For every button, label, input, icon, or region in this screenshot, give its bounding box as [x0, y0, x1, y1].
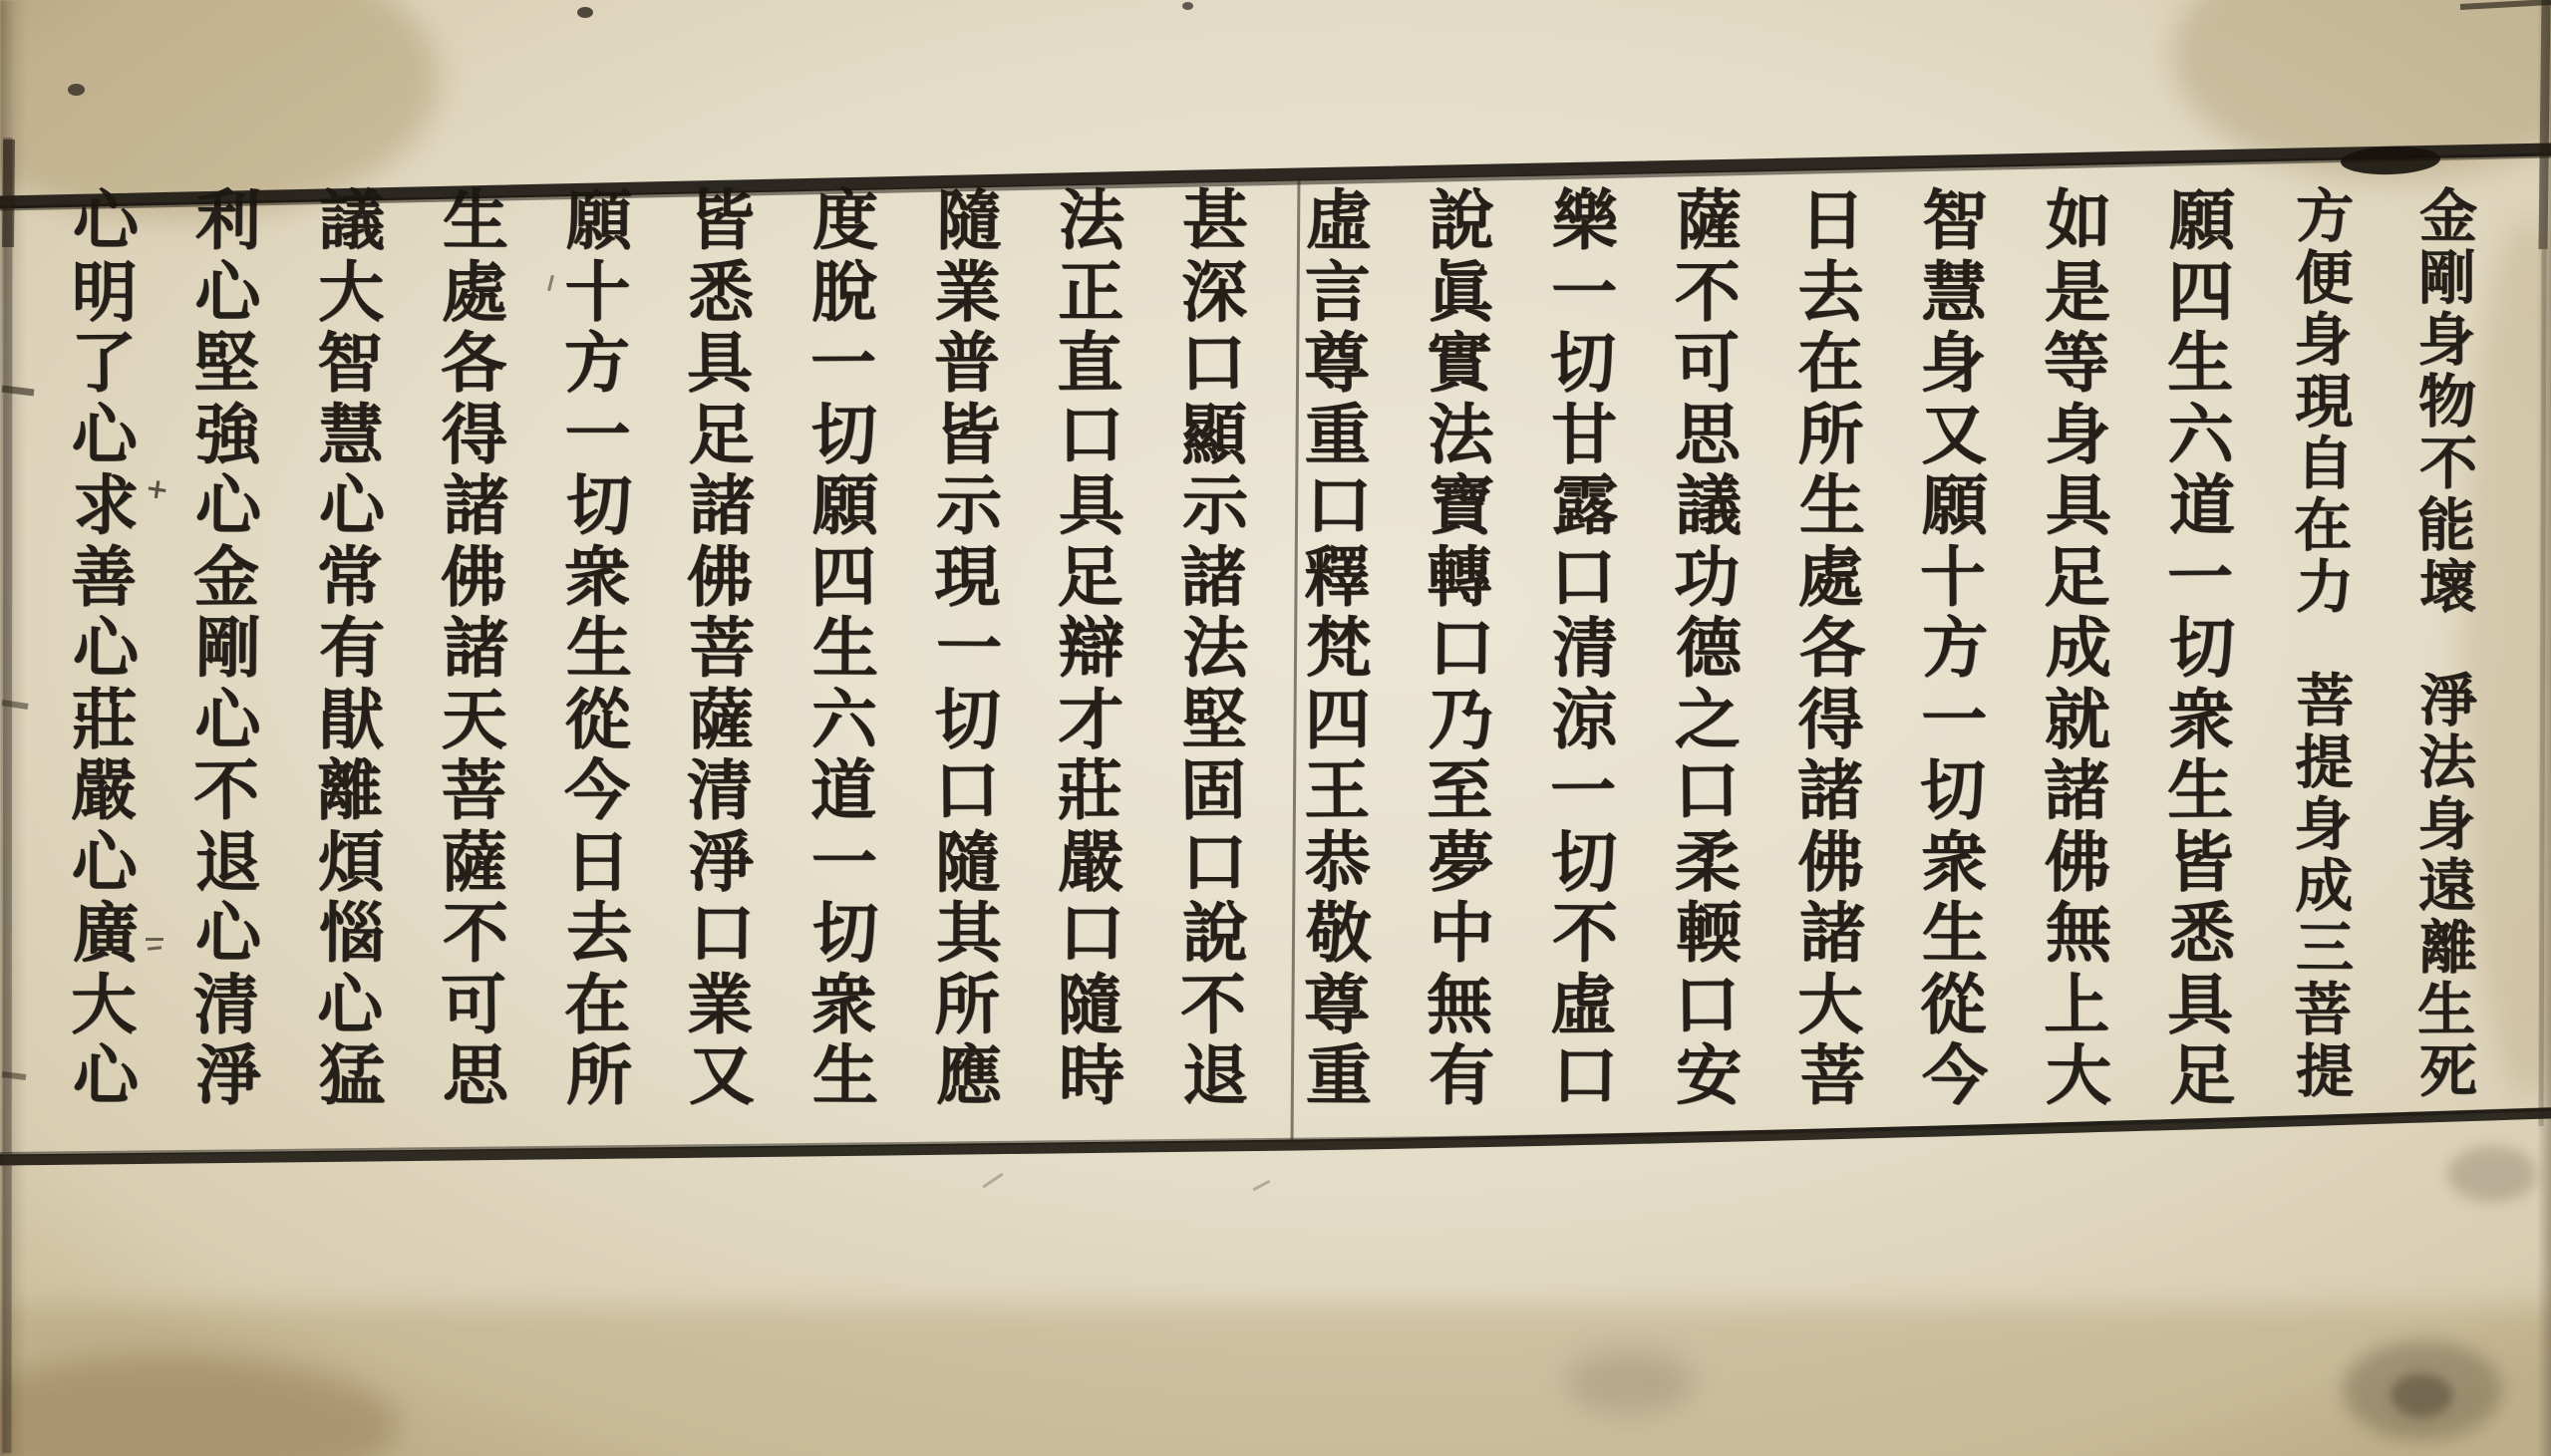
glyph: 莊 [71, 680, 138, 758]
glyph: 切 [2168, 608, 2235, 688]
glyph: 一 [935, 608, 1002, 688]
glyph: 具 [2045, 465, 2112, 545]
glyph: 口 [1551, 1035, 1619, 1115]
glyph: 不 [442, 893, 509, 973]
glyph: 說 [1429, 180, 1495, 260]
glyph: 方 [1921, 608, 1989, 688]
glyph: 十 [564, 252, 631, 331]
glyph: 嚴 [70, 750, 138, 830]
glyph: 具 [1059, 465, 1125, 545]
glyph: 天 [441, 680, 507, 758]
glyph: 在 [1796, 323, 1863, 403]
glyph: 恭 [1304, 822, 1371, 901]
glyph: 甚 [1181, 180, 1249, 260]
glyph: 諸 [1798, 893, 1865, 973]
glyph: 從 [1919, 965, 1987, 1043]
glyph: 一 [2166, 537, 2233, 616]
glyph: 足 [2168, 1035, 2235, 1115]
glyph: 口 [1429, 608, 1495, 688]
glyph: 口 [1181, 822, 1247, 901]
left-edge-dark-segment [8, 140, 9, 247]
glyph: 口 [1673, 965, 1741, 1043]
glyph: 諸 [442, 608, 509, 688]
glyph: 之 [1674, 680, 1741, 758]
glyph: 議 [318, 180, 386, 260]
glyph: 隨 [935, 180, 1002, 260]
glyph: 退 [1181, 1035, 1249, 1115]
glyph: 無 [2045, 893, 2112, 973]
glyph: 一 [1549, 750, 1617, 830]
glyph: 離 [316, 750, 384, 830]
glyph: 六 [810, 680, 877, 758]
glyph: 業 [686, 965, 754, 1043]
glyph: 釋 [1303, 537, 1371, 616]
glyph: 梵 [1305, 608, 1372, 688]
glyph: 切 [1549, 323, 1617, 403]
glyph: 露 [1551, 465, 1619, 545]
glyph: 清 [1551, 608, 1619, 688]
glyph: 涼 [1551, 680, 1618, 758]
glyph: 四 [1304, 680, 1371, 758]
glyph: 一 [1551, 252, 1618, 331]
glyph: 願 [565, 180, 632, 260]
left-margin-tick-3 [2, 1074, 26, 1077]
glyph: 口 [1673, 750, 1741, 830]
glyph: 重 [1305, 1035, 1372, 1115]
glyph: 心 [318, 465, 386, 545]
glyph: 金 [2418, 181, 2478, 251]
glyph: 是 [2044, 252, 2110, 331]
glyph: 衆 [809, 965, 877, 1043]
glyph: 力 [2296, 552, 2355, 622]
glyph: 就 [2044, 680, 2110, 758]
glyph: 大 [318, 252, 385, 331]
glyph: 惱 [318, 893, 386, 973]
glyph: 功 [1673, 537, 1741, 616]
glyph: 菩 [2293, 975, 2353, 1044]
glyph: 一 [564, 395, 631, 473]
glyph: 轉 [1427, 537, 1493, 616]
glyph: 自 [2296, 429, 2355, 498]
glyph: 願 [1921, 465, 1989, 545]
glyph: 日 [564, 822, 631, 901]
top-border-line [0, 149, 2551, 202]
centerfold-line [1292, 175, 1299, 1146]
glyph: 固 [1179, 750, 1247, 830]
glyph: 心 [195, 465, 262, 545]
glyph: 可 [1673, 323, 1741, 403]
glyph: 諸 [442, 465, 509, 545]
glyph: 身 [2293, 305, 2353, 375]
glyph: 皆 [688, 180, 756, 260]
glyph: 深 [1181, 252, 1247, 331]
glyph: 處 [1796, 537, 1863, 616]
glyph: 寶 [1429, 465, 1495, 545]
glyph: 成 [2295, 852, 2354, 920]
glyph: 方 [563, 323, 630, 403]
glyph: 議 [1675, 465, 1743, 545]
glyph: 切 [1551, 822, 1618, 901]
glyph: 切 [810, 395, 877, 473]
glyph: 不 [1674, 252, 1741, 331]
glyph: 道 [809, 750, 877, 830]
glyph: 輭 [1675, 893, 1743, 973]
glyph: 得 [1797, 680, 1864, 758]
glyph: 六 [2167, 395, 2234, 473]
glyph: 法 [2417, 728, 2476, 796]
glyph: 在 [2293, 490, 2353, 560]
left-margin-tick-1 [2, 389, 34, 393]
glyph: 顯 [1181, 395, 1247, 473]
glyph: 慧 [1921, 252, 1988, 331]
glyph: 不 [1551, 893, 1619, 973]
glyph: 明 [71, 252, 138, 331]
glyph: 現 [2295, 368, 2354, 436]
glyph: 衆 [2167, 680, 2234, 758]
glyph: 心 [194, 252, 261, 331]
glyph: 如 [2045, 180, 2112, 260]
glyph: 成 [2045, 608, 2112, 688]
glyph: 常 [316, 537, 384, 616]
glyph: 身 [1919, 323, 1987, 403]
glyph: 樂 [1551, 180, 1619, 260]
glyph: 佛 [1797, 822, 1864, 901]
glyph: 四 [2167, 252, 2234, 331]
glyph: 又 [1921, 395, 1988, 473]
glyph: 生 [442, 180, 509, 260]
glyph: 金 [193, 537, 260, 616]
right-edge-faint-segment [2541, 249, 2544, 1126]
glyph: 清 [686, 750, 754, 830]
glyph: 尊 [1303, 965, 1371, 1043]
glyph: 諸 [1796, 750, 1863, 830]
glyph: 心 [71, 822, 138, 901]
right-edge-dark-segment [2543, 0, 2546, 249]
glyph: 各 [1798, 608, 1865, 688]
glyph: 生 [1798, 465, 1865, 545]
glyph: 心 [194, 680, 261, 758]
glyph: 實 [1427, 323, 1493, 403]
glyph: 足 [2043, 537, 2110, 616]
glyph: 方 [2296, 181, 2355, 251]
glyph: 願 [811, 465, 879, 545]
glyph: 普 [933, 323, 1000, 403]
glyph: 提 [2296, 1036, 2355, 1106]
glyph: 切 [811, 893, 879, 973]
glyph: 生 [1921, 893, 1989, 973]
glyph: 其 [935, 893, 1002, 973]
glyph: 時 [1059, 1035, 1125, 1115]
glyph: 能 [2416, 490, 2476, 560]
glyph: 了 [70, 323, 138, 403]
glyph: 身 [2293, 789, 2353, 859]
glyph: 薩 [441, 822, 507, 901]
glyph: 菩 [2296, 666, 2355, 735]
glyph: 智 [316, 323, 384, 403]
glyph: 去 [1797, 252, 1864, 331]
glyph: 便 [2295, 244, 2354, 312]
glyph: 王 [1303, 750, 1371, 830]
glyph: 皆 [934, 395, 1001, 473]
glyph: 菩 [1798, 1035, 1865, 1115]
glyph: 生 [811, 608, 879, 688]
top-border-line-rough [0, 155, 2551, 208]
glyph: 智 [1921, 180, 1989, 260]
glyph: 應 [935, 1035, 1002, 1115]
glyph: 莊 [1056, 750, 1123, 830]
glyph: 甘 [1551, 395, 1618, 473]
glyph: 有 [318, 608, 386, 688]
glyph: 口 [1059, 893, 1125, 973]
glyph: 三 [2296, 913, 2355, 983]
glyph: 一 [809, 323, 877, 403]
glyph: 心 [316, 965, 384, 1043]
glyph: 安 [1675, 1035, 1743, 1115]
glyph: 離 [2418, 913, 2478, 983]
glyph: 死 [2418, 1036, 2478, 1106]
glyph: 又 [688, 1035, 756, 1115]
glyph: 不 [193, 750, 260, 830]
glyph: 衆 [1921, 822, 1988, 901]
glyph: 隨 [1056, 965, 1123, 1043]
glyph: 菩 [688, 608, 756, 688]
glyph: 悉 [688, 252, 755, 331]
glyph: 口 [933, 750, 1000, 830]
glyph: 剛 [195, 608, 262, 688]
glyph: 遠 [2417, 852, 2476, 920]
left-edge-line [6, 138, 8, 1453]
glyph: 今 [563, 750, 630, 830]
glyph: 從 [564, 680, 631, 758]
glyph: 虛 [1549, 965, 1617, 1043]
glyph: 思 [442, 1035, 509, 1115]
glyph: 大 [1796, 965, 1863, 1043]
glyph: 乃 [1428, 680, 1494, 758]
glyph: 生 [2166, 323, 2233, 403]
glyph: 淨 [195, 1035, 262, 1115]
glyph: 才 [1058, 680, 1124, 758]
glyph: 口 [688, 893, 756, 973]
glyph: 淨 [688, 822, 755, 901]
glyph: 得 [441, 395, 507, 473]
glyph: 柔 [1674, 822, 1741, 901]
glyph: 利 [195, 180, 262, 260]
glyph: 無 [1427, 965, 1493, 1043]
glyph: 大 [2045, 1035, 2112, 1115]
glyph: 具 [2166, 965, 2233, 1043]
glyph: 上 [2043, 965, 2110, 1043]
glyph: 法 [1181, 608, 1249, 688]
glyph: 生 [565, 608, 632, 688]
correction-mark [546, 275, 556, 291]
glyph: 足 [688, 395, 755, 473]
glyph: 生 [811, 1035, 879, 1115]
glyph: 諸 [688, 465, 756, 545]
glyph: 壞 [2418, 552, 2478, 622]
glyph: 強 [194, 395, 261, 473]
glyph: 中 [1429, 893, 1495, 973]
glyph: 可 [440, 965, 507, 1043]
glyph: 敬 [1305, 893, 1372, 973]
glyph: 身 [2416, 305, 2476, 375]
glyph: 各 [440, 323, 507, 403]
glyph: 清 [193, 965, 260, 1043]
glyph: 口 [1549, 537, 1617, 616]
glyph: 日 [1798, 180, 1865, 260]
glyph: 心 [72, 1035, 139, 1115]
glyph: 思 [1674, 395, 1741, 473]
glyph: 足 [1056, 537, 1123, 616]
glyph: 重 [1304, 395, 1371, 473]
glyph: 佛 [2044, 822, 2110, 901]
glyph: 退 [194, 822, 261, 901]
glyph: 說 [1181, 893, 1249, 973]
glyph: 生 [2166, 750, 2233, 830]
glyph: 口 [1179, 323, 1247, 403]
glyph: 不 [1179, 965, 1247, 1043]
glyph: 不 [2418, 429, 2478, 498]
glyph: 具 [686, 323, 754, 403]
glyph: 眞 [1428, 252, 1494, 331]
glyph: 猒 [318, 680, 385, 758]
glyph: 在 [563, 965, 630, 1043]
glyph: 堅 [1181, 680, 1247, 758]
glyph: 淨 [2418, 666, 2478, 735]
glyph: 嚴 [1058, 822, 1124, 901]
glyph: 一 [810, 822, 877, 901]
glyph: 諸 [1179, 537, 1247, 616]
glyph: 脫 [810, 252, 877, 331]
glyph: 菩 [440, 750, 507, 830]
glyph: 身 [2044, 395, 2110, 473]
glyph: 所 [565, 1035, 632, 1115]
glyph: 正 [1058, 252, 1124, 331]
glyph: 心 [72, 180, 139, 260]
marginal-plus-mark: + [143, 470, 171, 507]
glyph: 求 [72, 465, 139, 545]
glyph: 願 [2168, 180, 2235, 260]
glyph: 法 [1428, 395, 1494, 473]
glyph: 度 [811, 180, 879, 260]
glyph: 今 [1921, 1035, 1989, 1115]
glyph: 堅 [193, 323, 260, 403]
glyph: 皆 [2167, 822, 2234, 901]
glyph: 慧 [318, 395, 385, 473]
glyph: 虛 [1305, 180, 1372, 260]
glyph: 業 [934, 252, 1001, 331]
glyph: 剛 [2417, 244, 2476, 312]
glyph: 生 [2416, 975, 2476, 1044]
glyph: 所 [1797, 395, 1864, 473]
glyph: 心 [71, 395, 138, 473]
glyph: 現 [933, 537, 1000, 616]
glyph: 大 [70, 965, 138, 1043]
glyph: 煩 [318, 822, 385, 901]
glyph: 處 [441, 252, 507, 331]
glyph: 心 [72, 608, 139, 688]
glyph: 佛 [440, 537, 507, 616]
glyph: 衆 [563, 537, 630, 616]
glyph: 示 [1181, 465, 1249, 545]
glyph: 夢 [1428, 822, 1494, 901]
glyph: 猛 [318, 1035, 386, 1115]
glyph: 有 [1429, 1035, 1495, 1115]
marginal-gloss-mark [146, 935, 163, 955]
glyph: 辯 [1059, 608, 1125, 688]
glyph: 悉 [2168, 893, 2235, 973]
glyph: 口 [1305, 465, 1372, 545]
glyph: 四 [809, 537, 877, 616]
glyph: 善 [70, 537, 138, 616]
glyph: 心 [195, 893, 262, 973]
glyph: 切 [565, 465, 632, 545]
glyph: 薩 [688, 680, 755, 758]
glyph: 直 [1056, 323, 1123, 403]
glyph: 口 [1058, 395, 1124, 473]
glyph: 至 [1427, 750, 1493, 830]
glyph: 身 [2416, 789, 2476, 859]
glyph: 提 [2295, 728, 2354, 796]
glyph: 切 [934, 680, 1001, 758]
glyph: 薩 [1675, 180, 1743, 260]
glyph: 諸 [2043, 750, 2110, 830]
glyph: 所 [933, 965, 1000, 1043]
glyph: 切 [1919, 750, 1987, 830]
glyph: 去 [565, 893, 632, 973]
left-margin-tick-2 [2, 703, 28, 707]
glyph: 物 [2417, 368, 2476, 436]
glyph: 法 [1059, 180, 1125, 260]
glyph: 隨 [934, 822, 1001, 901]
glyph: 十 [1919, 537, 1987, 616]
glyph: 道 [2168, 465, 2235, 545]
glyph: 等 [2043, 323, 2110, 403]
glyph: 尊 [1303, 323, 1371, 403]
glyph: 德 [1675, 608, 1743, 688]
glyph: 一 [1921, 680, 1988, 758]
top-right-corner-mark [2460, 2, 2551, 7]
glyph: 佛 [686, 537, 754, 616]
glyph: 廣 [72, 893, 139, 973]
glyph: 示 [935, 465, 1002, 545]
glyph: 言 [1304, 252, 1371, 331]
